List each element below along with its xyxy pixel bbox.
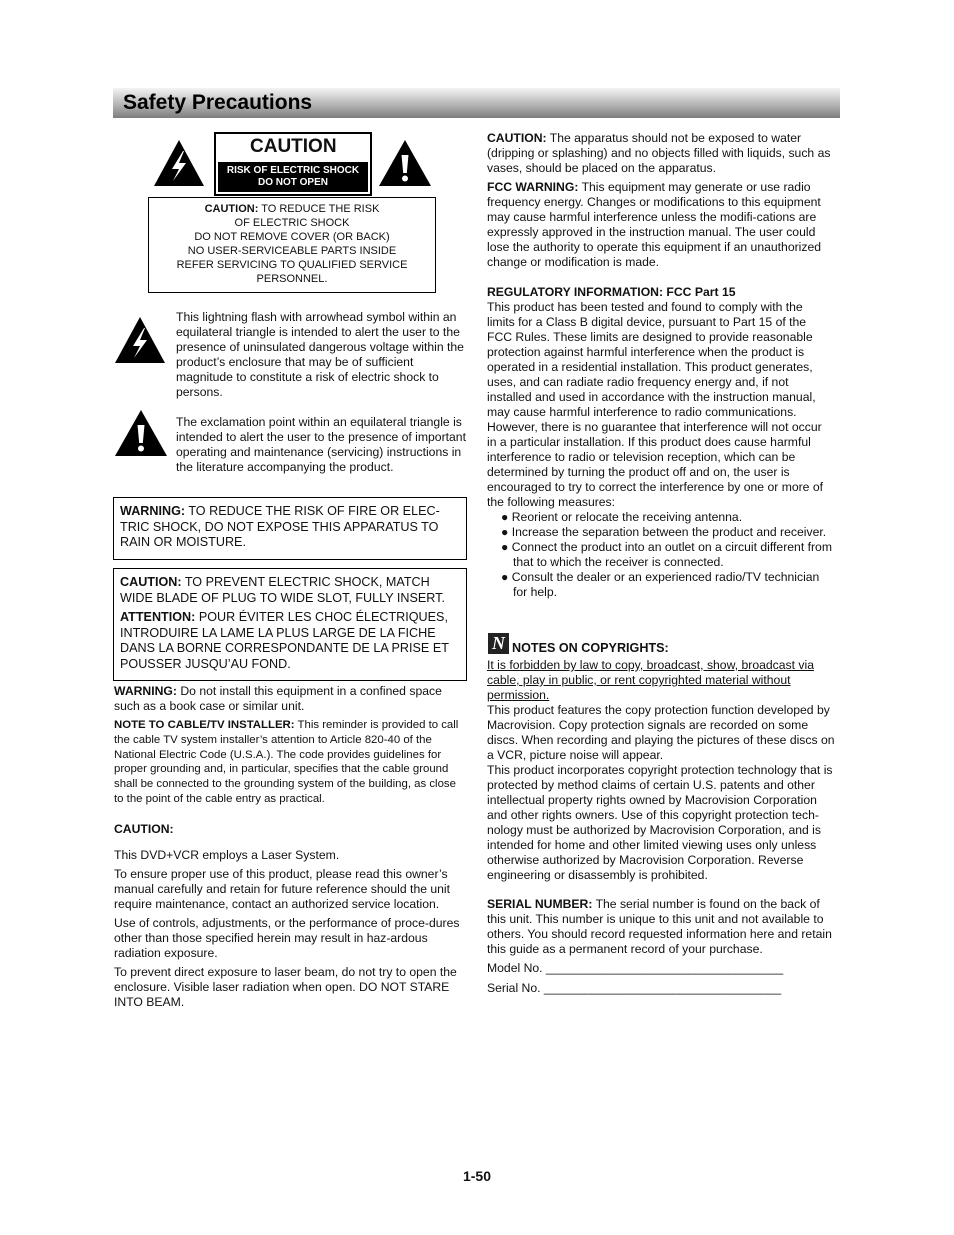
page-title: Safety Precautions (123, 91, 313, 114)
note-icon (488, 633, 509, 654)
caution-box-line-2: OF ELECTRIC SHOCK (234, 217, 350, 229)
fcc-warning-body: This equipment may generate or use radio frequency energy. Changes or modifications to this equipment may cause harmful interference unless the modifi-cations are expressly approved in the instruction manual. The user could lose the authority to operate this equipment if an unauthorized change or modification is made. (487, 180, 822, 269)
laser-heading: CAUTION: (114, 822, 174, 836)
strip-line-1: RISK OF ELECTRIC SHOCK (226, 165, 360, 176)
warning-box-text (114, 498, 466, 551)
caution-box-line-6: PERSONNEL. (256, 273, 328, 285)
list-item: ● Reorient or relocate the receiving antenna. (501, 510, 743, 524)
laser-caution-section (114, 822, 466, 1010)
copyrights-notice: It is forbidden by law to copy, broadcast, show, broadcast via cable, play in public, or rent copyrighted material without permission. (487, 658, 814, 702)
copyrights-body (487, 703, 839, 883)
page-title-bar (113, 88, 840, 118)
caution-badge-strip (218, 162, 368, 192)
exclamation-triangle-icon (378, 139, 432, 187)
warning-install (114, 684, 464, 714)
plug-attention-text (114, 606, 466, 672)
caution-box-line-3: DO NOT REMOVE COVER (OR BACK) (194, 231, 390, 243)
plug-attention-body: POUR ÉVITER LES CHOC ÉLECTRIQUES, INTRODUIRE LA LAME LA PLUS LARGE DE LA FICHE DANS LA BORNE CORRESPONDANTE DE LA PRISE ET POUSSER JUSQU’AU FOND. (120, 610, 449, 671)
serial-body: The serial number is found on the back of this unit. This number is unique to this unit and not available to others. You should record requested information here and retain this guide as a permanent record of your purchase. (487, 897, 832, 956)
list-item: ● Consult the dealer or an experienced radio/TV technician for help. (501, 570, 820, 599)
plug-attention-label: ATTENTION: (120, 610, 196, 625)
caution-box-line-4: NO USER-SERVICEABLE PARTS INSIDE (187, 245, 397, 257)
exclamation-description: The exclamation point within an equilateral triangle is intended to alert the user to the presence of important operating and maintenance (servicing) instructions in the literature accompanying the product. (176, 415, 466, 474)
strip-line-2: DO NOT OPEN (257, 177, 328, 188)
copyrights-heading: NOTES ON COPYRIGHTS: (512, 641, 669, 655)
caution-box-line-5: REFER SERVICING TO QUALIFIED SERVICE (176, 259, 408, 271)
caution-box-label: CAUTION: (204, 203, 259, 215)
list-item: ● Increase the separation between the product and receiver. (501, 525, 827, 539)
exclamation-triangle-icon (114, 409, 168, 457)
fcc-warning (487, 180, 832, 270)
serial-label: SERIAL NUMBER: (487, 897, 593, 911)
water-caution (487, 131, 832, 176)
note-icon-letter: N (492, 633, 505, 653)
warning-box-label: WARNING: (120, 504, 186, 518)
plug-caution-box (113, 568, 467, 681)
caution-badge-title: CAUTION (250, 136, 337, 157)
page-number: 1-50 (462, 1168, 492, 1184)
cable-note-body: This reminder is provided to call the cable TV system installer’s attention to Article 820-40 of the National Electric Code (U.S.A.). The code provides guidelines for proper grounding and, in particular, specifies that the cable ground shall be connected to the grounding system of the building, as close to the point of the cable entry as practical. (114, 719, 459, 805)
laser-paragraph-3: Use of controls, adjustments, or the performance of proce-dures other than those specified herein may result in haz-ardous radiation exposure. (114, 916, 460, 960)
warning-box-body: TO REDUCE THE RISK OF FIRE OR ELEC-TRIC SHOCK, DO NOT EXPOSE THIS APPARATUS TO RAIN OR MOISTURE. (120, 504, 440, 550)
plug-caution-text (114, 569, 466, 606)
cable-note-label: NOTE TO CABLE/TV INSTALLER: (114, 719, 295, 731)
plug-caution-label: CAUTION: (120, 575, 182, 589)
copyrights-section (487, 658, 827, 703)
lightning-triangle-icon (153, 139, 205, 187)
regulatory-body: This product has been tested and found to comply with the limits for a Class B digital device, pursuant to Part 15 of the FCC Rules. These limits are designed to provide reasonable protection against harmful interference when the product is operated in a residential installation. This product generates, uses, and can radiate radio frequency energy and, if not installed and used in accordance with the instruction manual, may cause harmful interference to radio communications. However, there is no guarantee that interference will not occur in a particular installation. If this product does cause harmful interference to radio or television reception, which can be determined by turning the product off and on, the user is encouraged to try to correct the interference by one or more of the following measures: (487, 300, 824, 509)
serial-number-section (487, 897, 837, 957)
plug-caution-body: TO PREVENT ELECTRIC SHOCK, MATCH WIDE BLADE OF PLUG TO WIDE SLOT, FULLY INSERT. (120, 575, 445, 605)
lightning-description: This lightning flash with arrowhead symbol within an equilateral triangle is intended to alert the user to the presence of uninsulated dangerous voltage within the product’s enclosure that may be of sufficient magnitude to constitute a risk of electric shock to persons. (176, 310, 464, 399)
regulatory-section (487, 285, 832, 600)
warning-box (113, 497, 467, 560)
warning-install-label: WARNING: (114, 684, 177, 698)
water-caution-body: The apparatus should not be exposed to water (dripping or splashing) and no objects filled with liquids, such as vases, should be placed on the apparatus. (487, 131, 831, 175)
laser-paragraph-2: To ensure proper use of this product, please read this owner’s manual carefully and retain for future reference should the unit require maintenance, contact an authorized service location. (114, 867, 451, 911)
serial-number-field: Serial No. ___________________________________ (487, 981, 782, 995)
laser-paragraph-1: This DVD+VCR employs a Laser System. (114, 848, 340, 862)
caution-badge (214, 132, 372, 196)
regulatory-heading: REGULATORY INFORMATION: FCC Part 15 (487, 285, 736, 299)
fcc-warning-label: FCC WARNING: (487, 180, 579, 194)
model-number-field: Model No. ___________________________________ (487, 961, 784, 975)
cable-installer-note (114, 718, 468, 807)
caution-box-line-1-text: TO REDUCE THE RISK (258, 203, 380, 215)
copyrights-paragraph-1: This product features the copy protection function developed by Macrovision. Copy protection signals are recorded on some discs. When recording and playing the pictures of these discs on a VCR, picture noise will appear. (487, 703, 835, 762)
caution-box (148, 197, 436, 293)
warning-install-body: Do not install this equipment in a confined space such as a book case or similar unit. (114, 684, 442, 713)
caution-box-line-1 (149, 202, 435, 216)
water-caution-label: CAUTION: (487, 131, 547, 145)
laser-paragraph-4: To prevent direct exposure to laser beam, do not try to open the enclosure. Visible laser radiation when open. DO NOT STARE INTO BEAM. (114, 965, 457, 1009)
list-item: ● Connect the product into an outlet on a circuit different from that to which the receiver is connected. (501, 540, 832, 569)
lightning-triangle-icon (114, 316, 166, 364)
copyrights-paragraph-2: This product incorporates copyright protection technology that is protected by method claims of certain U.S. patents and other intellectual property rights owned by Macrovision Corporation and other rights owners. Use of this copyright protection tech-nology must be authorized by Macrovision Corporation, and is intended for home and other limited viewing uses only unless otherwise authorized by Macrovision Corporation. Reverse engineering or disassembly is prohibited. (487, 763, 833, 882)
